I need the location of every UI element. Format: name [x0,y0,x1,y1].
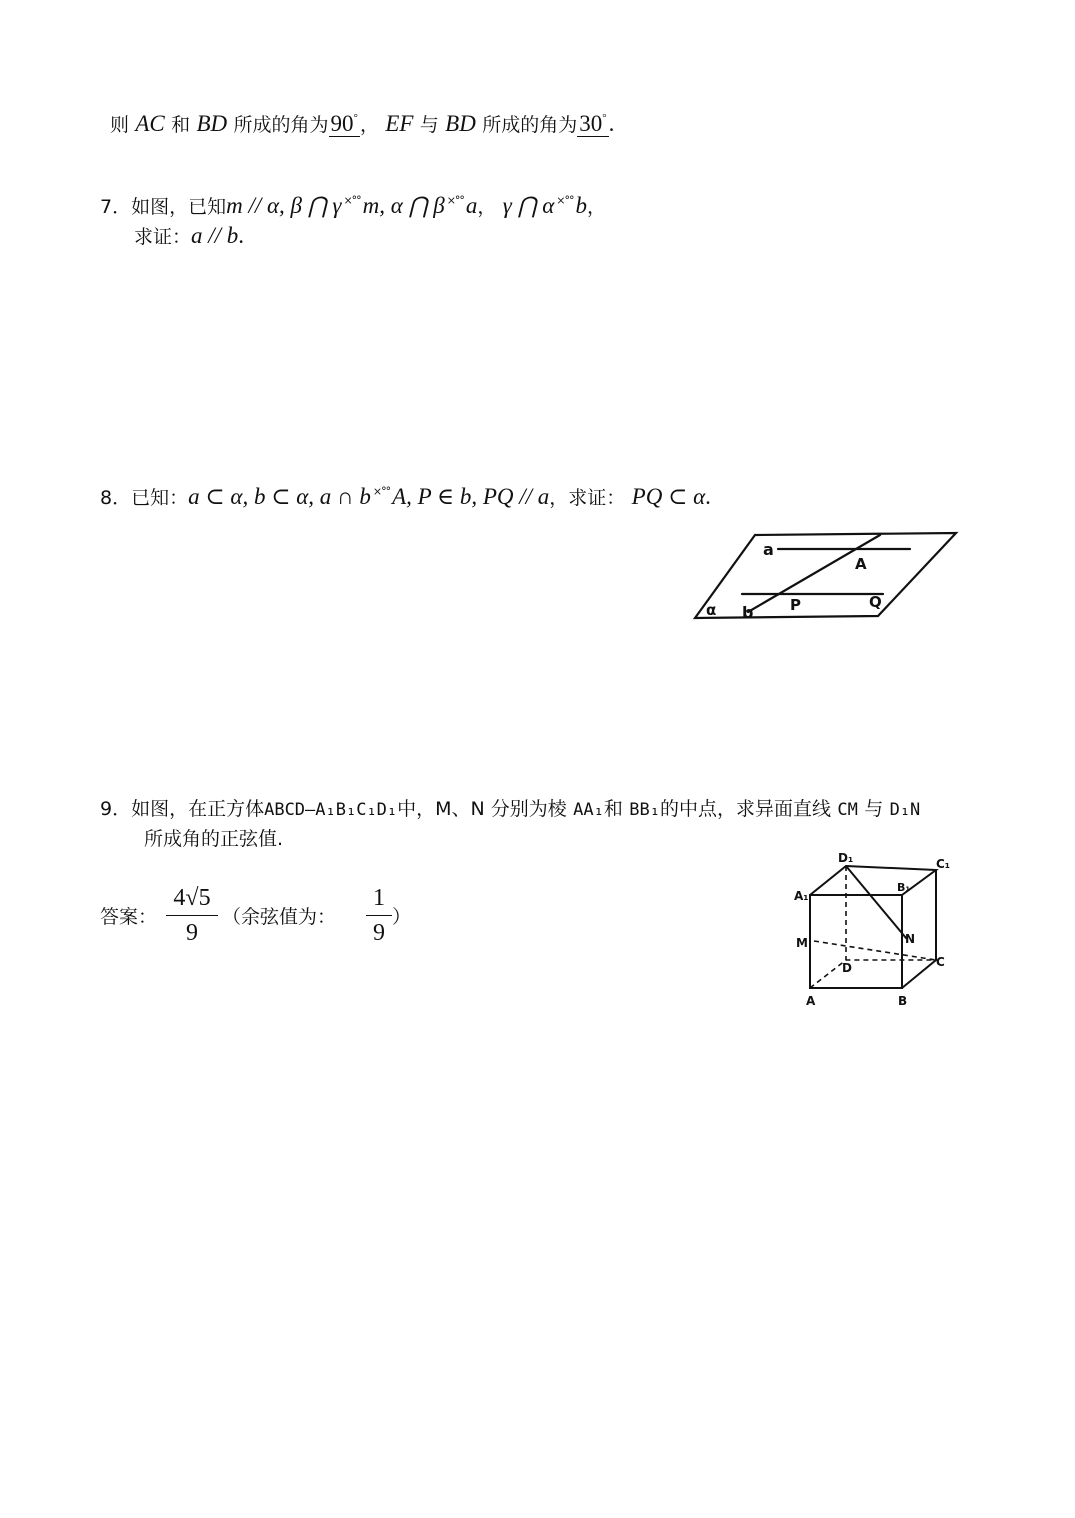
degree-sign: ° [353,112,358,124]
label-A1: A₁ [794,889,809,903]
line-d1n: D₁N [889,800,921,820]
answer-line-6 [110,106,614,139]
cosine-note-close-text: ） [392,906,412,928]
text-prefix: 则 [110,114,130,136]
question-7-label: 7．如图，已知 [100,196,227,218]
cube-front-face [810,895,902,988]
edge-aa1: AA₁ [573,800,604,820]
plane-figure [690,525,960,625]
label-alpha: α [706,601,717,619]
prove-expression: a // b [191,223,239,248]
period: . [238,223,245,248]
formula-7a: m // α, β ⋂ γ [226,193,342,218]
formula-8a: a ⊂ α, b ⊂ α, a ∩ b [188,484,371,509]
question-9-line-2 [144,824,283,853]
label-A: A [855,555,867,573]
question-7-prove [134,222,244,251]
label-P: P [790,596,801,614]
label-M: M [796,936,808,950]
question-9-label: 9．如图，在正方体 [100,798,265,820]
question-8-label: 8．已知： [100,487,189,509]
label-b: b [742,603,754,622]
question-7 [100,187,606,221]
edge-bb1: BB₁ [629,800,660,820]
formula-8-goal: PQ ⊂ α [631,484,706,509]
answer-numerator: 4√5 [173,885,211,911]
text-middle: 中，M、N 分别为棱 [397,798,567,820]
cosine-fraction [366,883,392,948]
text-with: 与 [419,114,439,136]
segment-ef: EF [385,111,414,136]
label-C1: C₁ [936,857,951,871]
formula-7b: m, α ⋂ β [362,193,445,218]
hidden-edges-base [810,960,936,988]
cube-name: ABCD—A₁B₁C₁D₁ [264,800,398,820]
label-N: N [905,932,916,946]
segment-bd-2: BD [445,111,476,136]
cube-figure [790,848,970,1013]
cube-top-face [810,866,936,895]
answer-90 [329,106,360,137]
label-D1: D₁ [838,851,854,865]
segment-cm [814,941,936,960]
answer-denominator: 9 [186,920,198,946]
segment-ac: AC [135,111,165,136]
segment-d1n [846,866,906,938]
label-B1: B₁ [897,881,911,894]
question-9 [100,794,920,824]
cosine-denominator: 9 [373,920,385,946]
segment-bd: BD [196,111,228,136]
cosine-note [222,902,336,931]
garbled-symbol: ×°° [556,194,574,207]
text-and: 和 [171,114,191,136]
answer-fraction [166,883,218,948]
text-and: 和 [603,798,623,820]
text-tail: 的中点，求异面直线 [659,798,831,820]
prove-label: 求证： [134,226,192,248]
answer-90-value: 90 [330,111,354,136]
cosine-note-close [392,902,411,931]
comma: ， [359,114,379,136]
answer-30-value: 30 [579,111,603,136]
label-C: C [936,955,945,969]
degree-sign-2: ° [602,112,607,124]
prove-label: ，求证： [549,487,626,509]
garbled-symbol: ×°° [343,194,361,207]
question-8 [100,478,711,512]
label-B: B [898,994,908,1008]
cosine-note-open: （余弦值为： [222,906,337,928]
line-cm: CM [837,800,858,820]
separator: ， [477,196,497,218]
period: . [705,484,711,509]
label-Q: Q [869,593,882,611]
text-angle: 所成的角为 [233,114,329,136]
fraction-bar [366,915,392,916]
label-A: A [806,994,816,1008]
garbled-symbol: ×°° [372,485,391,498]
answer-30 [577,106,608,137]
answer-label-text: 答案： [100,906,158,928]
formula-7c: a [465,193,478,218]
formula-7d: γ ⋂ α [502,193,555,218]
fraction-bar [166,915,218,916]
garbled-symbol: ×°° [446,194,464,207]
period: . [608,111,615,136]
formula-7e: b [575,193,588,218]
cosine-numerator: 1 [373,885,385,911]
text-line-2: 所成角的正弦值. [144,828,284,850]
label-a: a [763,540,774,559]
text-with: 与 [864,798,884,820]
text-angle-2: 所成的角为 [482,114,578,136]
answer-label [100,902,157,931]
label-D: D [842,961,852,975]
tail-comma: ， [587,196,607,218]
plane-parallelogram [695,533,956,618]
formula-8b: A, P ∈ b, PQ // a [392,484,550,509]
